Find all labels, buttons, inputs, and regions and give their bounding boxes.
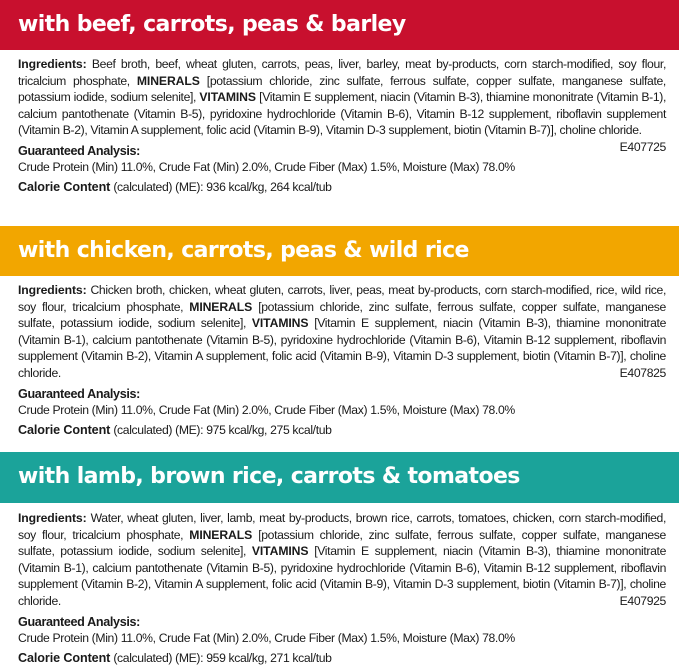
vitamins-text: [Vitamin E supplement, niacin (Vitamin B-3), thiamine mononitrate (Vitamin B-1), calcium pantothenate (Vitamin B-5), pyridoxine hydrochloride (Vitamin B-6), Vitamin B-12 supplement, riboflavin supplement (Vitamin B-2), Vitamin A supplement, folic acid (Vitamin B-9), Vitamin D-3 supplement, biotin (Vitamin B-7)], choline chloride. xyxy=(18,544,667,608)
calorie-values: (calculated) (ME): 959 kcal/kg, 271 kcal/tub xyxy=(113,650,332,665)
calorie-label: Calorie Content xyxy=(18,650,111,665)
ingredients-label: Ingredients: xyxy=(18,283,87,297)
chicken-banner xyxy=(0,226,679,276)
guaranteed-analysis-values: Crude Protein (Min) 11.0%, Crude Fat (Min) 2.0%, Crude Fiber (Max) 1.5%, Moisture (Max) 78.0% xyxy=(18,402,515,417)
minerals-text: [potassium chloride, zinc sulfate, ferrous sulfate, copper sulfate, manganese sulfate, potassium iodide, sodium selenite], xyxy=(18,299,666,331)
chicken-info xyxy=(18,282,666,438)
lamb-info xyxy=(18,510,666,666)
product-code: E407825 xyxy=(619,365,666,380)
calorie-values: (calculated) (ME): 936 kcal/kg, 264 kcal/tub xyxy=(113,179,332,194)
calorie-content xyxy=(18,179,666,195)
ingredients-text: Beef broth, beef, wheat gluten, carrots, peas, liver, barley, meat by-products, corn starch-modified, soy flour, tricalcium phosphate, xyxy=(18,57,666,88)
calorie-label: Calorie Content xyxy=(18,179,111,194)
minerals-label: MINERALS xyxy=(189,527,253,542)
vitamins-text: [Vitamin E supplement, niacin (Vitamin B-3), thiamine mononitrate (Vitamin B-1), calcium pantothenate (Vitamin B-5), pyridoxine hydrochloride (Vitamin B-6), Vitamin B-12 supplement, riboflavin supplement (Vitamin B-2), Vitamin A supplement, folic acid (Vitamin B-9), Vitamin D-3 supplement, biotin (Vitamin B-7)], choline chloride. xyxy=(18,316,667,380)
ingredients-text: Chicken broth, chicken, wheat gluten, carrots, liver, peas, meat by-products, corn starch-modified, rice, wild rice, soy flour, tricalcium phosphate, xyxy=(18,283,666,314)
vitamins-label: VITAMINS xyxy=(251,316,309,331)
guaranteed-analysis-values: Crude Protein (Min) 11.0%, Crude Fat (Min) 2.0%, Crude Fiber (Max) 1.5%, Moisture (Max) 78.0% xyxy=(18,159,515,174)
lamb-title: with lamb, brown rice, carrots & tomatoes xyxy=(18,464,520,489)
chicken-title: with chicken, carrots, peas & wild rice xyxy=(18,238,469,263)
guaranteed-analysis-label: Guaranteed Analysis: xyxy=(18,386,141,401)
calorie-values: (calculated) (ME): 975 kcal/kg, 275 kcal/tub xyxy=(113,422,332,437)
beef-info xyxy=(18,56,666,195)
ingredients-label: Ingredients: xyxy=(18,57,87,71)
ingredients-label: Ingredients: xyxy=(18,511,87,525)
lamb-ingredients xyxy=(18,510,666,610)
minerals-label: MINERALS xyxy=(136,73,200,88)
beef-banner xyxy=(0,0,679,50)
vitamins-label: VITAMINS xyxy=(251,544,309,559)
minerals-label: MINERALS xyxy=(189,299,253,314)
beef-title: with beef, carrots, peas & barley xyxy=(18,12,406,37)
guaranteed-analysis-values: Crude Protein (Min) 11.0%, Crude Fat (Min) 2.0%, Crude Fiber (Max) 1.5%, Moisture (Max) 78.0% xyxy=(18,630,515,645)
product-code: E407725 xyxy=(619,139,666,154)
guaranteed-analysis-label: Guaranteed Analysis: xyxy=(18,143,141,158)
vitamins-label: VITAMINS xyxy=(199,90,256,105)
calorie-content xyxy=(18,422,666,438)
vitamins-text: [Vitamin E supplement, niacin (Vitamin B-3), thiamine mononitrate (Vitamin B-1), calcium pantothenate (Vitamin B-5), pyridoxine hydrochloride (Vitamin B-6), Vitamin B-12 supplement, riboflavin supplement (Vitamin B-2), Vitamin A supplement, folic acid (Vitamin B-9), Vitamin D-3 supplement, biotin (Vitamin B-7)], choline chloride. xyxy=(18,90,666,138)
lamb-banner xyxy=(0,452,679,503)
product-code: E407925 xyxy=(619,593,666,608)
minerals-text: [potassium chloride, zinc sulfate, ferrous sulfate, copper sulfate, manganese sulfate, potassium iodide, sodium selenite], xyxy=(18,527,666,559)
calorie-content xyxy=(18,650,666,666)
minerals-text: [potassium chloride, zinc sulfate, ferrous sulfate, copper sulfate, manganese sulfate, potassium iodide, sodium selenite], xyxy=(18,73,666,105)
ingredients-text: Water, wheat gluten, liver, lamb, meat by-products, brown rice, carrots, tomatoes, chicken, corn starch-modified, soy flour, tricalcium phosphate, xyxy=(18,511,666,542)
guaranteed-analysis-label: Guaranteed Analysis: xyxy=(18,614,141,629)
calorie-label: Calorie Content xyxy=(18,422,111,437)
chicken-ingredients xyxy=(18,282,666,382)
